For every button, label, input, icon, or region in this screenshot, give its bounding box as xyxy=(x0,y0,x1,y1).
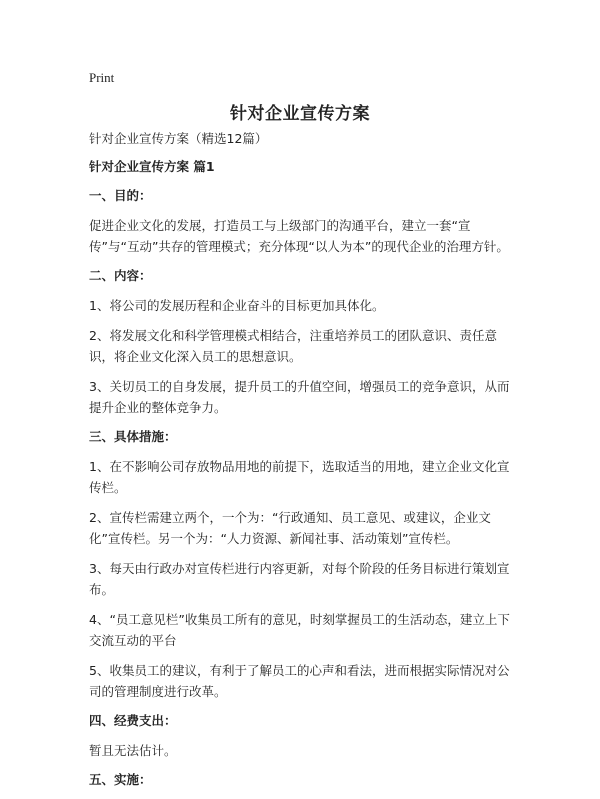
paragraph: 暂且无法估计。 xyxy=(89,743,177,758)
section-heading-measures: 三、具体措施： xyxy=(89,429,177,444)
paragraph: 3、关切员工的自身发展，提升员工的升值空间，增强员工的竞争意识，从而提升企业的整体竞争力。 xyxy=(89,379,510,415)
section-heading-content: 二、内容： xyxy=(89,268,152,283)
document-title: 针对企业宣传方案 xyxy=(230,104,370,124)
paragraph: 5、收集员工的建议，有利于了解员工的心声和看法，进而根据实际情况对公司的管理制度进行改革。 xyxy=(89,663,510,699)
section-heading-purpose: 一、目的： xyxy=(89,188,152,203)
document-body xyxy=(89,129,519,799)
paragraph: 4、“员工意见栏”收集员工所有的意见，时刻掌握员工的生活动态，建立上下交流互动的平台 xyxy=(89,612,510,648)
paragraph: 2、宣传栏需建立两个，一个为：“行政通知、员工意见、或建议，企业文化”宣传栏。另一个为：“人力资源、新闻社事、活动策划”宣传栏。 xyxy=(89,510,491,546)
paragraph: 1、在不影响公司存放物品用地的前提下，选取适当的用地，建立企业文化宣传栏。 xyxy=(89,459,510,495)
print-link[interactable]: Print xyxy=(89,70,115,85)
section-heading-implementation: 五、实施： xyxy=(89,772,152,787)
article-heading: 针对企业宣传方案 篇1 xyxy=(89,159,215,174)
paragraph: 3、每天由行政办对宣传栏进行内容更新，对每个阶段的任务目标进行策划宣布。 xyxy=(89,561,510,597)
paragraph: 2、将发展文化和科学管理模式相结合，注重培养员工的团队意识、责任意识，将企业文化深入员工的思想意识。 xyxy=(89,328,497,364)
section-heading-budget: 四、经费支出： xyxy=(89,713,177,728)
document-subtitle: 针对企业宣传方案（精选12篇） xyxy=(89,131,268,146)
paragraph: 1、将公司的发展历程和企业奋斗的目标更加具体化。 xyxy=(89,298,385,313)
paragraph: 促进企业文化的发展，打造员工与上级部门的沟通平台，建立一套“宣传”与“互动”共存的管理模式；充分体现“以人为本”的现代企业的治理方针。 xyxy=(89,218,509,254)
